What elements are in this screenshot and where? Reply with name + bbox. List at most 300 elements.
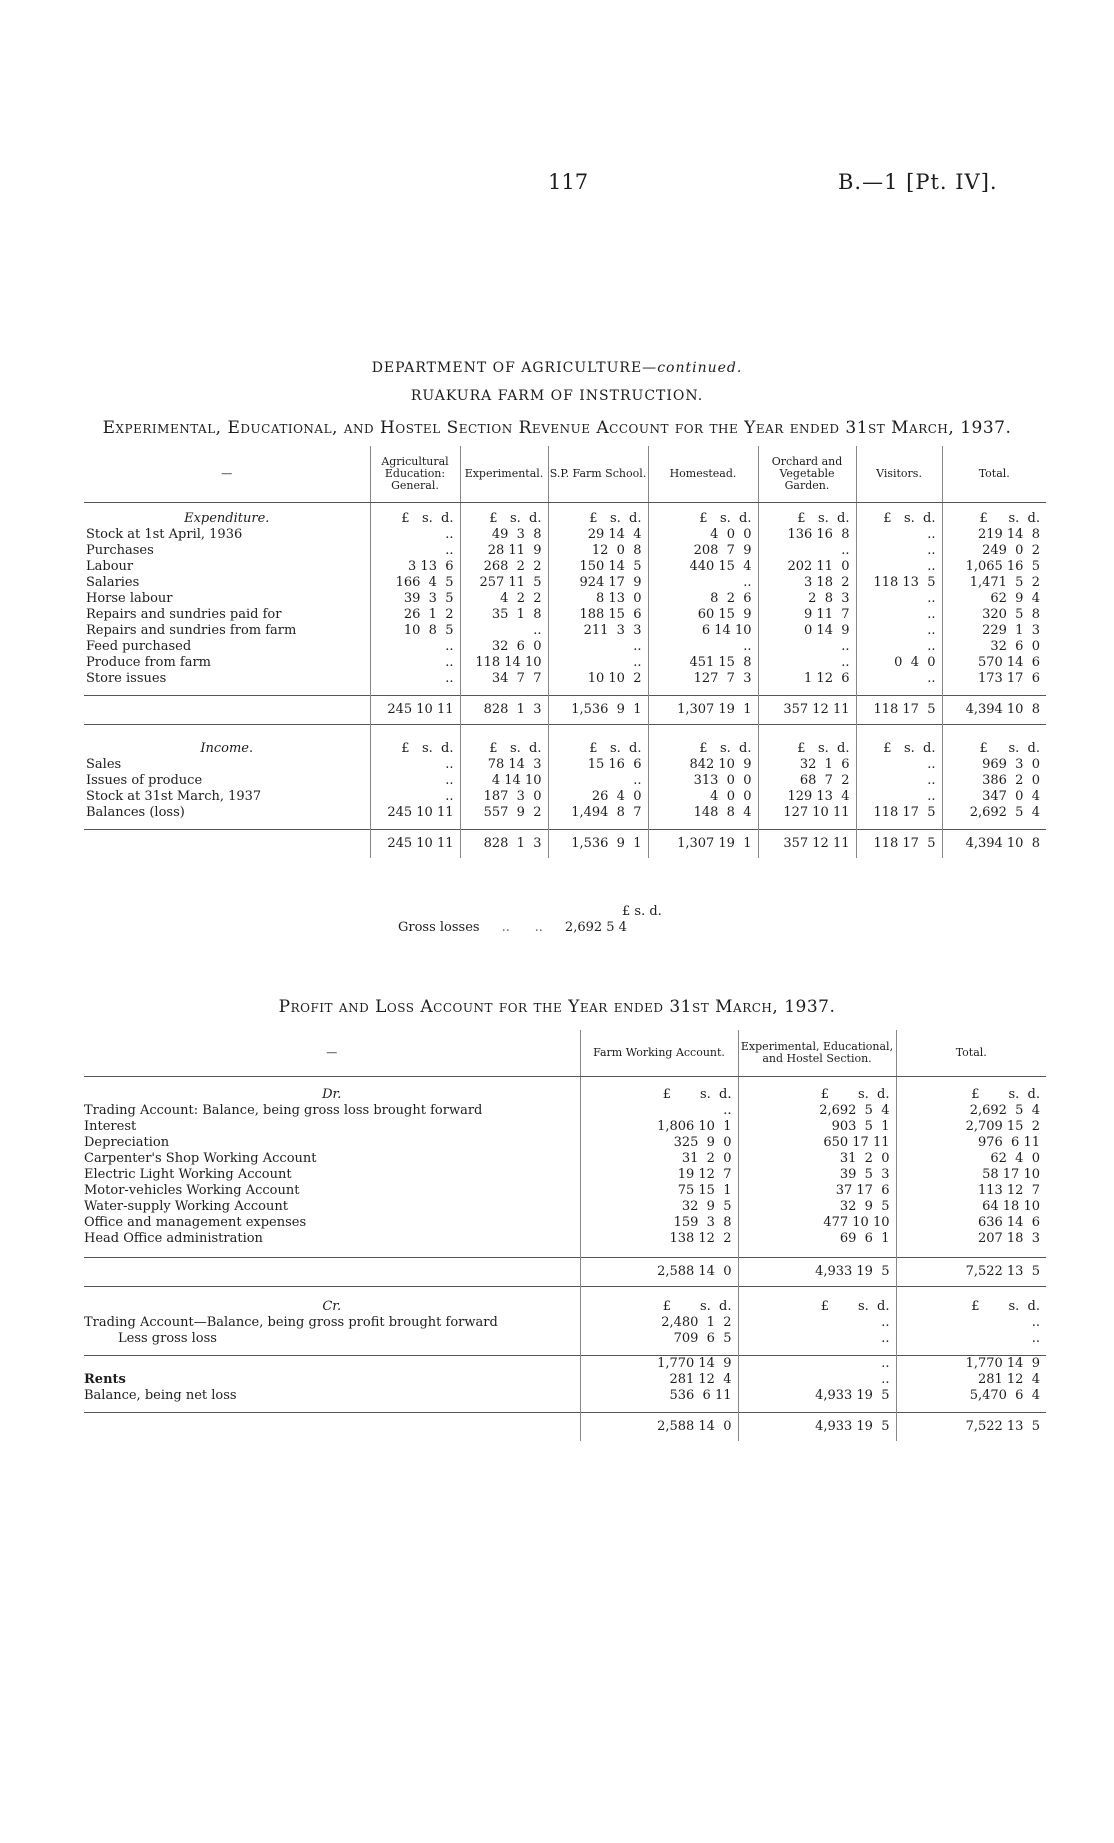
amount-cell: £ s. d.	[648, 741, 758, 757]
table-row	[84, 671, 1046, 687]
column-header: —	[84, 1030, 580, 1077]
amount-cell: 4 0 0	[648, 527, 758, 543]
amount-cell	[896, 1077, 1046, 1088]
amount-cell: 118 17 5	[856, 696, 942, 725]
table-row	[84, 1087, 1046, 1103]
amount-cell: ..	[856, 607, 942, 623]
table-row	[84, 503, 1046, 512]
amount-cell: 357 12 11	[758, 696, 856, 725]
amount-cell	[758, 821, 856, 830]
row-label	[84, 1151, 580, 1167]
amount-cell: ..	[856, 559, 942, 575]
amount-cell: 4,933 19 5	[738, 1413, 896, 1442]
amount-cell	[942, 503, 1046, 512]
table-row	[84, 1199, 1046, 1215]
table-row	[84, 1299, 1046, 1315]
table-row	[84, 1404, 1046, 1413]
amount-cell: £ s. d.	[648, 511, 758, 527]
amount-cell: ..	[548, 655, 648, 671]
amount-cell: 150 14 5	[548, 559, 648, 575]
amount-cell: 1,806 10 1	[580, 1119, 738, 1135]
row-label	[84, 687, 370, 696]
row-label-text: Trading Account: Balance, being gross loss brought forward	[84, 1103, 483, 1118]
amount-cell: ..	[738, 1315, 896, 1331]
row-label-text: Expenditure.	[184, 511, 270, 526]
amount-cell: 9 11 7	[758, 607, 856, 623]
amount-cell: 166 4 5	[370, 575, 460, 591]
gross-label: Gross losses	[398, 920, 480, 935]
amount-cell: 64 18 10	[896, 1199, 1046, 1215]
row-label	[84, 1372, 580, 1388]
table-row	[84, 1347, 1046, 1356]
dept-title	[0, 360, 1114, 376]
column-header: Total.	[896, 1030, 1046, 1077]
amount-cell	[738, 1347, 896, 1356]
amount-cell: 903 5 1	[738, 1119, 896, 1135]
total-row	[84, 1413, 1046, 1442]
total-row	[84, 1258, 1046, 1287]
amount-cell: ..	[856, 671, 942, 687]
amount-cell	[580, 1077, 738, 1088]
amount-cell	[648, 503, 758, 512]
amount-cell: 2,692 5 4	[738, 1103, 896, 1119]
row-label	[84, 821, 370, 830]
amount-cell: ..	[648, 575, 758, 591]
amount-cell: 1,770 14 9	[580, 1356, 738, 1373]
amount-cell: 62 4 0	[896, 1151, 1046, 1167]
amount-cell: 68 7 2	[758, 773, 856, 789]
amount-cell: ..	[856, 623, 942, 639]
amount-cell: £ s. d.	[758, 741, 856, 757]
row-label	[84, 575, 370, 591]
amount-cell: 2,588 14 0	[580, 1258, 738, 1287]
page-number: 117	[548, 170, 589, 194]
table-row	[84, 543, 1046, 559]
total-row	[84, 830, 1046, 859]
row-label	[84, 1183, 580, 1199]
amount-cell: ..	[856, 527, 942, 543]
amount-cell: 60 15 9	[648, 607, 758, 623]
amount-cell: 32 6 0	[942, 639, 1046, 655]
row-label	[84, 527, 370, 543]
amount-cell: 35 1 8	[460, 607, 548, 623]
table-row	[84, 1077, 1046, 1088]
table-row	[84, 1287, 1046, 1300]
amount-cell: 62 9 4	[942, 591, 1046, 607]
amount-cell: 159 3 8	[580, 1215, 738, 1231]
amount-cell	[548, 503, 648, 512]
amount-cell	[370, 821, 460, 830]
amount-cell: 2,692 5 4	[942, 805, 1046, 821]
amount-cell: 31 2 0	[580, 1151, 738, 1167]
amount-cell: 8 13 0	[548, 591, 648, 607]
amount-cell	[942, 687, 1046, 696]
row-label	[84, 1388, 580, 1404]
row-label	[84, 511, 370, 527]
amount-cell: 557 9 2	[460, 805, 548, 821]
table-row	[84, 687, 1046, 696]
amount-cell: 6 14 10	[648, 623, 758, 639]
amount-cell: ..	[856, 789, 942, 805]
amount-cell: 477 10 10	[738, 1215, 896, 1231]
amount-cell: 39 3 5	[370, 591, 460, 607]
row-label	[84, 741, 370, 757]
amount-cell: ..	[896, 1315, 1046, 1331]
amount-cell: 281 12 4	[896, 1372, 1046, 1388]
row-label-text: Sales	[86, 757, 122, 772]
amount-cell: £ s. d.	[548, 511, 648, 527]
amount-cell	[580, 1247, 738, 1258]
amount-cell: 313 0 0	[648, 773, 758, 789]
amount-cell: £ s. d.	[856, 741, 942, 757]
amount-cell: 4,933 19 5	[738, 1258, 896, 1287]
table-row	[84, 1231, 1046, 1247]
amount-cell: 173 17 6	[942, 671, 1046, 687]
amount-cell	[460, 725, 548, 742]
amount-cell: 148 8 4	[648, 805, 758, 821]
table-row	[84, 805, 1046, 821]
row-label-text: Carpenter's Shop Working Account	[84, 1151, 317, 1166]
column-header: —	[84, 446, 370, 503]
row-label-text: Stock at 31st March, 1937	[86, 789, 262, 804]
gross-value: 2,692 5 4	[564, 920, 627, 935]
amount-cell: 211 3 3	[548, 623, 648, 639]
column-header: Orchard and Vegetable Garden.	[758, 446, 856, 503]
amount-cell: ..	[370, 789, 460, 805]
row-label-text: Less gross loss	[118, 1331, 217, 1346]
dept-title-cont: continued.	[657, 360, 743, 376]
amount-cell	[580, 1347, 738, 1356]
amount-cell	[648, 725, 758, 742]
row-label	[84, 671, 370, 687]
amount-cell: 29 14 4	[548, 527, 648, 543]
row-label-text: Purchases	[86, 543, 154, 558]
row-label	[84, 1167, 580, 1183]
section-ref: B.—1 [Pt. IV].	[838, 170, 998, 194]
amount-cell: 75 15 1	[580, 1183, 738, 1199]
amount-cell	[370, 725, 460, 742]
row-label	[84, 1119, 580, 1135]
amount-cell: £ s. d.	[856, 511, 942, 527]
row-label	[84, 1199, 580, 1215]
revenue-title: Experimental, Educational, and Hostel Section Revenue Account for the Year ended 31st March, 1937.	[102, 418, 1012, 438]
row-label	[84, 1087, 580, 1103]
amount-cell: 2 8 3	[758, 591, 856, 607]
amount-cell: 8 2 6	[648, 591, 758, 607]
amount-cell	[738, 1247, 896, 1258]
amount-cell: ..	[856, 773, 942, 789]
amount-cell	[460, 503, 548, 512]
row-label	[84, 559, 370, 575]
amount-cell: £ s. d.	[738, 1299, 896, 1315]
amount-cell: 5,470 6 4	[896, 1388, 1046, 1404]
row-label-text: Salaries	[86, 575, 140, 590]
row-label	[84, 1315, 580, 1331]
amount-cell: 136 16 8	[758, 527, 856, 543]
amount-cell: 842 10 9	[648, 757, 758, 773]
pl-title: Profit and Loss Account for the Year ended 31st March, 1937.	[278, 997, 836, 1017]
table-row	[84, 655, 1046, 671]
amount-cell: 118 17 5	[856, 805, 942, 821]
amount-cell: 320 5 8	[942, 607, 1046, 623]
row-label	[84, 1215, 580, 1231]
row-label-text: Electric Light Working Account	[84, 1167, 292, 1182]
table-row	[84, 511, 1046, 527]
table-row	[84, 1167, 1046, 1183]
row-label	[84, 1404, 580, 1413]
amount-cell: 709 6 5	[580, 1331, 738, 1347]
amount-cell: 10 10 2	[548, 671, 648, 687]
amount-cell	[648, 687, 758, 696]
amount-cell: 127 10 11	[758, 805, 856, 821]
table-row	[84, 1372, 1046, 1388]
amount-cell: ..	[370, 773, 460, 789]
amount-cell	[942, 725, 1046, 742]
amount-cell: 26 1 2	[370, 607, 460, 623]
gross-losses	[398, 904, 662, 936]
row-label-text: Water-supply Working Account	[84, 1199, 288, 1214]
amount-cell: 357 12 11	[758, 830, 856, 859]
amount-cell: 15 16 6	[548, 757, 648, 773]
amount-cell: 386 2 0	[942, 773, 1046, 789]
amount-cell: 570 14 6	[942, 655, 1046, 671]
row-label	[84, 1103, 580, 1119]
amount-cell: ..	[648, 639, 758, 655]
amount-cell: ..	[856, 757, 942, 773]
table-row	[84, 821, 1046, 830]
row-label-text: Dr.	[322, 1087, 342, 1102]
row-label-text: Balances (loss)	[86, 805, 185, 820]
amount-cell: 828 1 3	[460, 696, 548, 725]
amount-cell: 347 0 4	[942, 789, 1046, 805]
table-row	[84, 1119, 1046, 1135]
row-label-text: Repairs and sundries from farm	[86, 623, 297, 638]
amount-cell	[580, 1287, 738, 1300]
amount-cell: £ s. d.	[942, 511, 1046, 527]
pl-table	[84, 1030, 1046, 1441]
amount-cell: £ s. d.	[460, 511, 548, 527]
amount-cell: ..	[370, 543, 460, 559]
amount-cell: 268 2 2	[460, 559, 548, 575]
amount-cell: 34 7 7	[460, 671, 548, 687]
amount-cell: £ s. d.	[896, 1087, 1046, 1103]
amount-cell	[896, 1404, 1046, 1413]
amount-cell: 4 2 2	[460, 591, 548, 607]
leader-dots: .. ..	[501, 920, 543, 935]
table-row	[84, 1151, 1046, 1167]
amount-cell: ..	[580, 1103, 738, 1119]
row-label	[84, 607, 370, 623]
amount-cell: £ s. d.	[548, 741, 648, 757]
row-label	[84, 639, 370, 655]
amount-cell: 32 6 0	[460, 639, 548, 655]
amount-cell: 78 14 3	[460, 757, 548, 773]
amount-cell: 1,307 19 1	[648, 696, 758, 725]
row-label-text: Head Office administration	[84, 1231, 263, 1246]
amount-cell: 1 12 6	[758, 671, 856, 687]
column-header: Experimental.	[460, 446, 548, 503]
amount-cell: 32 9 5	[738, 1199, 896, 1215]
amount-cell	[896, 1287, 1046, 1300]
amount-cell	[856, 821, 942, 830]
row-label-text: Horse labour	[86, 591, 173, 606]
column-header: Agricultural Education: General.	[370, 446, 460, 503]
amount-cell: 208 7 9	[648, 543, 758, 559]
amount-cell	[856, 725, 942, 742]
column-header: Farm Working Account.	[580, 1030, 738, 1077]
amount-cell	[738, 1077, 896, 1088]
amount-cell: 1,770 14 9	[896, 1356, 1046, 1373]
table-row	[84, 623, 1046, 639]
amount-cell	[758, 687, 856, 696]
amount-cell: 49 3 8	[460, 527, 548, 543]
row-label	[84, 1135, 580, 1151]
amount-cell: ..	[370, 639, 460, 655]
table-row	[84, 559, 1046, 575]
column-header: Homestead.	[648, 446, 758, 503]
amount-cell: 229 1 3	[942, 623, 1046, 639]
amount-cell: £ s. d.	[580, 1087, 738, 1103]
amount-cell: 118 13 5	[856, 575, 942, 591]
table-row	[84, 789, 1046, 805]
amount-cell: 325 9 0	[580, 1135, 738, 1151]
table-row	[84, 1103, 1046, 1119]
amount-cell: 39 5 3	[738, 1167, 896, 1183]
amount-cell	[370, 503, 460, 512]
row-label	[84, 655, 370, 671]
amount-cell: 1,065 16 5	[942, 559, 1046, 575]
amount-cell	[548, 821, 648, 830]
amount-cell: 2,588 14 0	[580, 1413, 738, 1442]
amount-cell: 12 0 8	[548, 543, 648, 559]
revenue-header-row	[84, 446, 1046, 503]
amount-cell: ..	[856, 591, 942, 607]
amount-cell: ..	[738, 1372, 896, 1388]
amount-cell: 245 10 11	[370, 830, 460, 859]
amount-cell: £ s. d.	[738, 1087, 896, 1103]
row-label-text: Income.	[200, 741, 254, 756]
amount-cell: 2,480 1 2	[580, 1315, 738, 1331]
amount-cell: 26 4 0	[548, 789, 648, 805]
table-row	[84, 591, 1046, 607]
table-row	[84, 1315, 1046, 1331]
amount-cell: 1,536 9 1	[548, 696, 648, 725]
row-label-text: Rents	[84, 1372, 126, 1387]
amount-cell: £ s. d.	[370, 511, 460, 527]
table-row	[84, 1331, 1046, 1347]
amount-cell: £ s. d.	[460, 741, 548, 757]
amount-cell: 32 9 5	[580, 1199, 738, 1215]
row-label	[84, 773, 370, 789]
amount-cell: 451 15 8	[648, 655, 758, 671]
amount-cell: 219 14 8	[942, 527, 1046, 543]
row-label-text: Office and management expenses	[84, 1215, 307, 1230]
amount-cell	[942, 821, 1046, 830]
table-row	[84, 527, 1046, 543]
amount-cell	[758, 503, 856, 512]
row-label	[84, 1247, 580, 1258]
amount-cell: ..	[370, 757, 460, 773]
row-label-text: Trading Account—Balance, being gross profit brought forward	[84, 1315, 498, 1330]
amount-cell	[896, 1247, 1046, 1258]
row-label-text: Depreciation	[84, 1135, 170, 1150]
revenue-table	[84, 446, 1046, 858]
amount-cell: ..	[758, 543, 856, 559]
amount-cell: 113 12 7	[896, 1183, 1046, 1199]
table-row	[84, 1247, 1046, 1258]
amount-cell: 245 10 11	[370, 696, 460, 725]
amount-cell: ..	[738, 1356, 896, 1373]
amount-cell: 69 6 1	[738, 1231, 896, 1247]
amount-cell: 4,394 10 8	[942, 696, 1046, 725]
row-label-text: Motor-vehicles Working Account	[84, 1183, 300, 1198]
row-label-text: Stock at 1st April, 1936	[86, 527, 243, 542]
amount-cell: 4,933 19 5	[738, 1388, 896, 1404]
row-label	[84, 1231, 580, 1247]
amount-cell: ..	[548, 639, 648, 655]
row-label	[84, 543, 370, 559]
amount-cell: 536 6 11	[580, 1388, 738, 1404]
farm-title: RUAKURA FARM OF INSTRUCTION.	[410, 388, 704, 404]
row-label-text: Labour	[86, 559, 134, 574]
amount-cell: 138 12 2	[580, 1231, 738, 1247]
amount-cell: 924 17 9	[548, 575, 648, 591]
amount-cell: 28 11 9	[460, 543, 548, 559]
row-label-text: Produce from farm	[86, 655, 212, 670]
amount-cell: 828 1 3	[460, 830, 548, 859]
amount-cell: 7,522 13 5	[896, 1413, 1046, 1442]
row-label	[84, 1356, 580, 1373]
pl-header-row	[84, 1030, 1046, 1077]
table-row	[84, 757, 1046, 773]
amount-cell: ..	[370, 527, 460, 543]
amount-cell: ..	[758, 639, 856, 655]
amount-cell: 636 14 6	[896, 1215, 1046, 1231]
amount-cell: 1,536 9 1	[548, 830, 648, 859]
amount-cell: £ s. d.	[942, 741, 1046, 757]
amount-cell: 58 17 10	[896, 1167, 1046, 1183]
amount-cell: 650 17 11	[738, 1135, 896, 1151]
amount-cell: ..	[370, 655, 460, 671]
amount-cell: £ s. d.	[370, 741, 460, 757]
amount-cell: 1,307 19 1	[648, 830, 758, 859]
amount-cell	[460, 687, 548, 696]
row-label-text: Store issues	[86, 671, 167, 686]
table-row	[84, 741, 1046, 757]
amount-cell: 187 3 0	[460, 789, 548, 805]
row-label-text: Balance, being net loss	[84, 1388, 237, 1403]
amount-cell: 118 17 5	[856, 830, 942, 859]
amount-cell: ..	[856, 543, 942, 559]
amount-cell: £ s. d.	[758, 511, 856, 527]
amount-cell: 202 11 0	[758, 559, 856, 575]
row-label	[84, 1287, 580, 1300]
amount-cell	[738, 1404, 896, 1413]
table-row	[84, 1215, 1046, 1231]
amount-cell: 127 7 3	[648, 671, 758, 687]
amount-cell: £ s. d.	[580, 1299, 738, 1315]
amount-cell: 207 18 3	[896, 1231, 1046, 1247]
column-header: Experimental, Educational, and Hostel Section.	[738, 1030, 896, 1077]
amount-cell: 118 14 10	[460, 655, 548, 671]
amount-cell: 1,471 5 2	[942, 575, 1046, 591]
amount-cell: 0 4 0	[856, 655, 942, 671]
amount-cell: ..	[370, 671, 460, 687]
row-label-text: Cr.	[322, 1299, 342, 1314]
row-label	[84, 1347, 580, 1356]
subtotal-row	[84, 1356, 1046, 1373]
amount-cell: 37 17 6	[738, 1183, 896, 1199]
